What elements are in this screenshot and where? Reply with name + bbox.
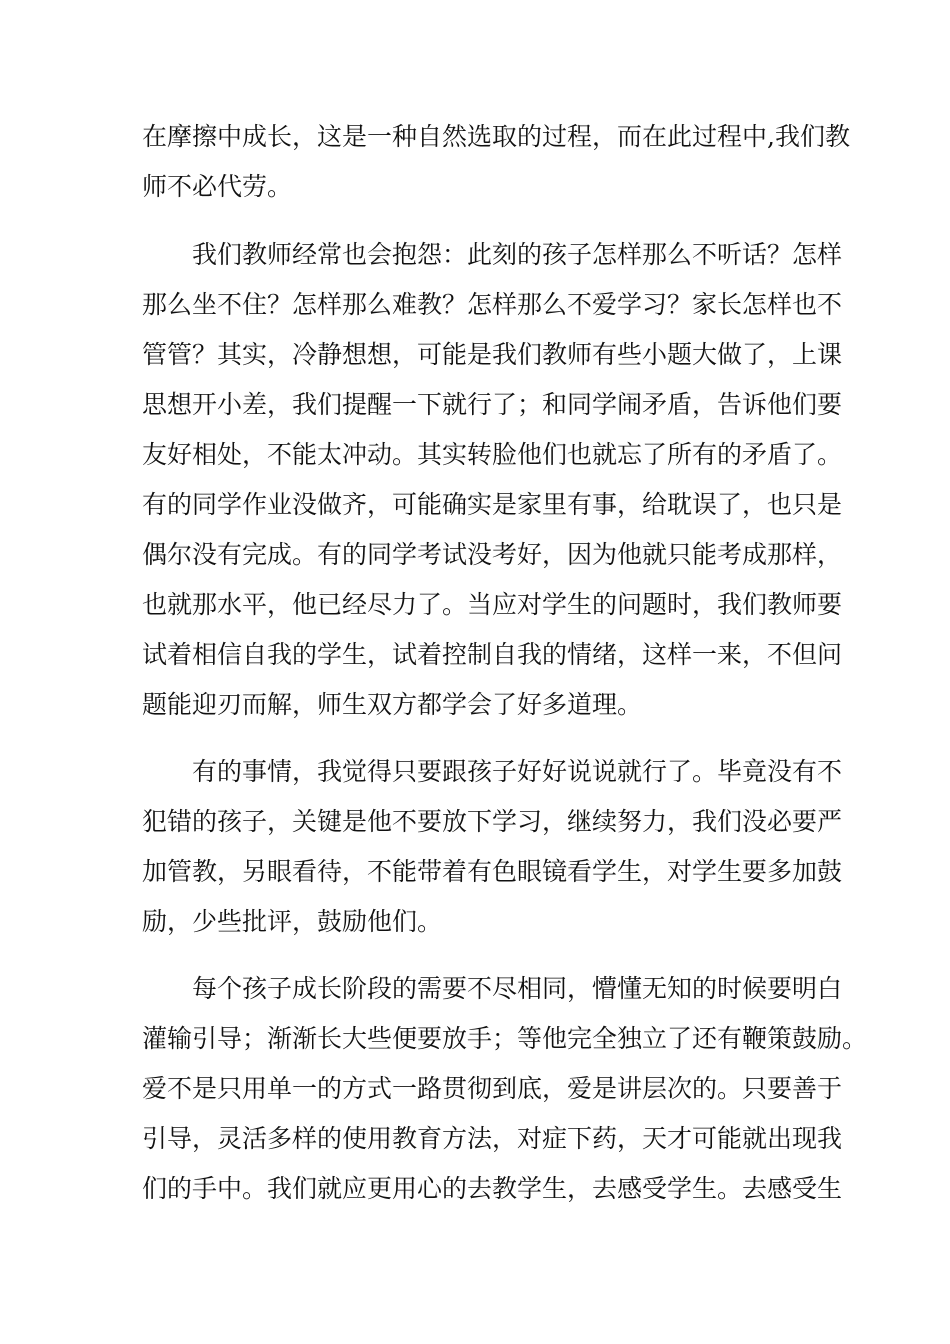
text-line: 管管？其实，冷静想想，可能是我们教师有些小题大做了，上课 [142, 340, 843, 369]
text-line: 题能迎刃而解，师生双方都学会了好多道理。 [142, 690, 643, 719]
text-line: 犯错的孩子，关键是他不要放下学习，继续努力，我们没必要严 [142, 807, 843, 836]
text-line: 励，少些批评，鼓励他们。 [142, 907, 443, 936]
text-line: 们的手中。我们就应更用心的去教学生，去感受学生。去感受生 [142, 1174, 843, 1203]
text-line: 试着相信自我的学生，试着控制自我的情绪，这样一来，不但问 [142, 640, 843, 669]
text-line: 友好相处，不能太冲动。其实转脸他们也就忘了所有的矛盾了。 [142, 440, 843, 469]
text-line: 师不必代劳。 [142, 172, 293, 201]
text-line: 有的事情，我觉得只要跟孩子好好说说就行了。毕竟没有不 [192, 757, 843, 786]
text-line: 灌输引导；渐渐长大些便要放手；等他完全独立了还有鞭策鼓励。 [142, 1024, 868, 1053]
text-line: 我们教师经常也会抱怨：此刻的孩子怎样那么不听话？怎样 [192, 240, 843, 269]
text-line: 加管教，另眼看待，不能带着有色眼镜看学生，对学生要多加鼓 [142, 857, 843, 886]
paragraph-4 [142, 964, 868, 1214]
text-line: 思想开小差，我们提醒一下就行了；和同学闹矛盾，告诉他们要 [142, 390, 843, 419]
text-line: 那么坐不住？怎样那么难教？怎样那么不爱学习？家长怎样也不 [142, 290, 843, 319]
text-line: 爱不是只用单一的方式一路贯彻到底，爱是讲层次的。只要善于 [142, 1074, 843, 1103]
text-line: 每个孩子成长阶段的需要不尽相同，懵懂无知的时候要明白 [192, 974, 843, 1003]
text-line: 偶尔没有完成。有的同学考试没考好，因为他就只能考成那样， [142, 540, 843, 569]
paragraph-2 [142, 230, 843, 730]
paragraph-1 [142, 112, 850, 212]
text-line: 也就那水平，他已经尽力了。当应对学生的问题时，我们教师要 [142, 590, 843, 619]
text-line: 引导，灵活多样的使用教育方法，对症下药，天才可能就出现我 [142, 1124, 843, 1153]
text-line: 在摩擦中成长，这是一种自然选取的过程，而在此过程中,我们教 [142, 122, 850, 151]
paragraph-3 [142, 747, 843, 947]
text-line: 有的同学作业没做齐，可能确实是家里有事，给耽误了，也只是 [142, 490, 843, 519]
